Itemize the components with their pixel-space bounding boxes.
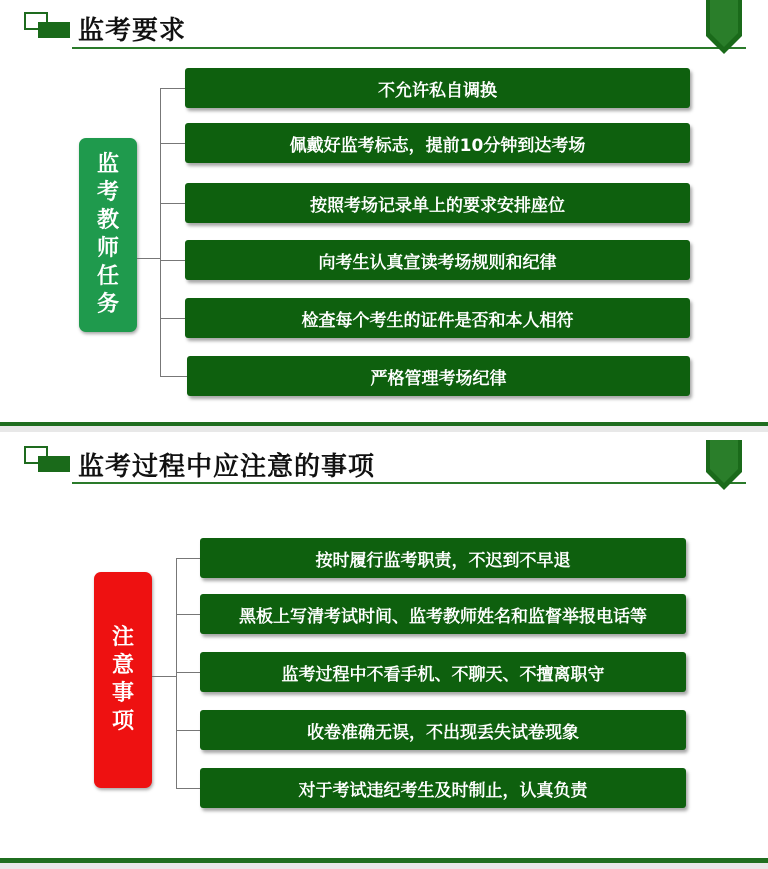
precaution-item: 监考过程中不看手机、不聊天、不擅离职守: [200, 652, 686, 692]
task-item: 按照考场记录单上的要求安排座位: [185, 183, 690, 223]
slide-exam-requirements: [0, 0, 768, 424]
task-item: 向考生认真宣读考场规则和纪律: [185, 240, 690, 280]
precaution-item: 黑板上写清考试时间、监考教师姓名和监督举报电话等: [200, 594, 686, 634]
side-label-precautions: [94, 572, 152, 788]
slide-gap: [0, 863, 768, 869]
precaution-item: 按时履行监考职责，不迟到不早退: [200, 538, 686, 578]
connector-stem: [152, 676, 176, 677]
precaution-item: 对于考试违纪考生及时制止，认真负责: [200, 768, 686, 808]
section1-title: 监考要求: [78, 16, 187, 46]
header-underline: [72, 482, 746, 484]
task-item: 佩戴好监考标志，提前10分钟到达考场: [185, 123, 690, 163]
connector-branch: [160, 318, 185, 319]
connector-branch: [160, 203, 185, 204]
ribbon-flag-icon: [706, 0, 742, 54]
header-square-fill-icon: [38, 456, 70, 472]
connector-branch: [176, 788, 200, 789]
label-char: 项: [111, 709, 134, 734]
label-char: 师: [96, 236, 119, 261]
connector-spine: [176, 558, 177, 788]
label-char: 考: [96, 180, 119, 205]
connector-branch: [176, 614, 200, 615]
label-char: 务: [96, 292, 119, 317]
connector-branch: [160, 143, 185, 144]
slide-precautions: [0, 432, 768, 869]
connector-branch: [176, 730, 200, 731]
task-item: 不允许私自调换: [185, 68, 690, 108]
connector-branch: [160, 376, 187, 377]
task-item: 严格管理考场纪律: [187, 356, 690, 396]
precaution-item: 收卷准确无误，不出现丢失试卷现象: [200, 710, 686, 750]
task-item: 检查每个考生的证件是否和本人相符: [185, 298, 690, 338]
side-label-invigilator-tasks: [79, 138, 137, 332]
connector-branch: [160, 260, 185, 261]
connector-branch: [176, 558, 200, 559]
connector-stem: [137, 258, 160, 259]
connector-branch: [160, 88, 185, 89]
section2-title: 监考过程中应注意的事项: [78, 452, 376, 482]
connector-spine: [160, 88, 161, 376]
label-char: 注: [111, 625, 134, 650]
ribbon-flag-icon: [706, 440, 742, 490]
label-char: 意: [111, 653, 134, 678]
header-underline: [72, 47, 746, 49]
label-char: 任: [96, 264, 119, 289]
label-char: 教: [96, 208, 119, 233]
connector-branch: [176, 672, 200, 673]
label-char: 事: [111, 681, 134, 706]
label-char: 监: [96, 152, 119, 177]
header-square-fill-icon: [38, 22, 70, 38]
